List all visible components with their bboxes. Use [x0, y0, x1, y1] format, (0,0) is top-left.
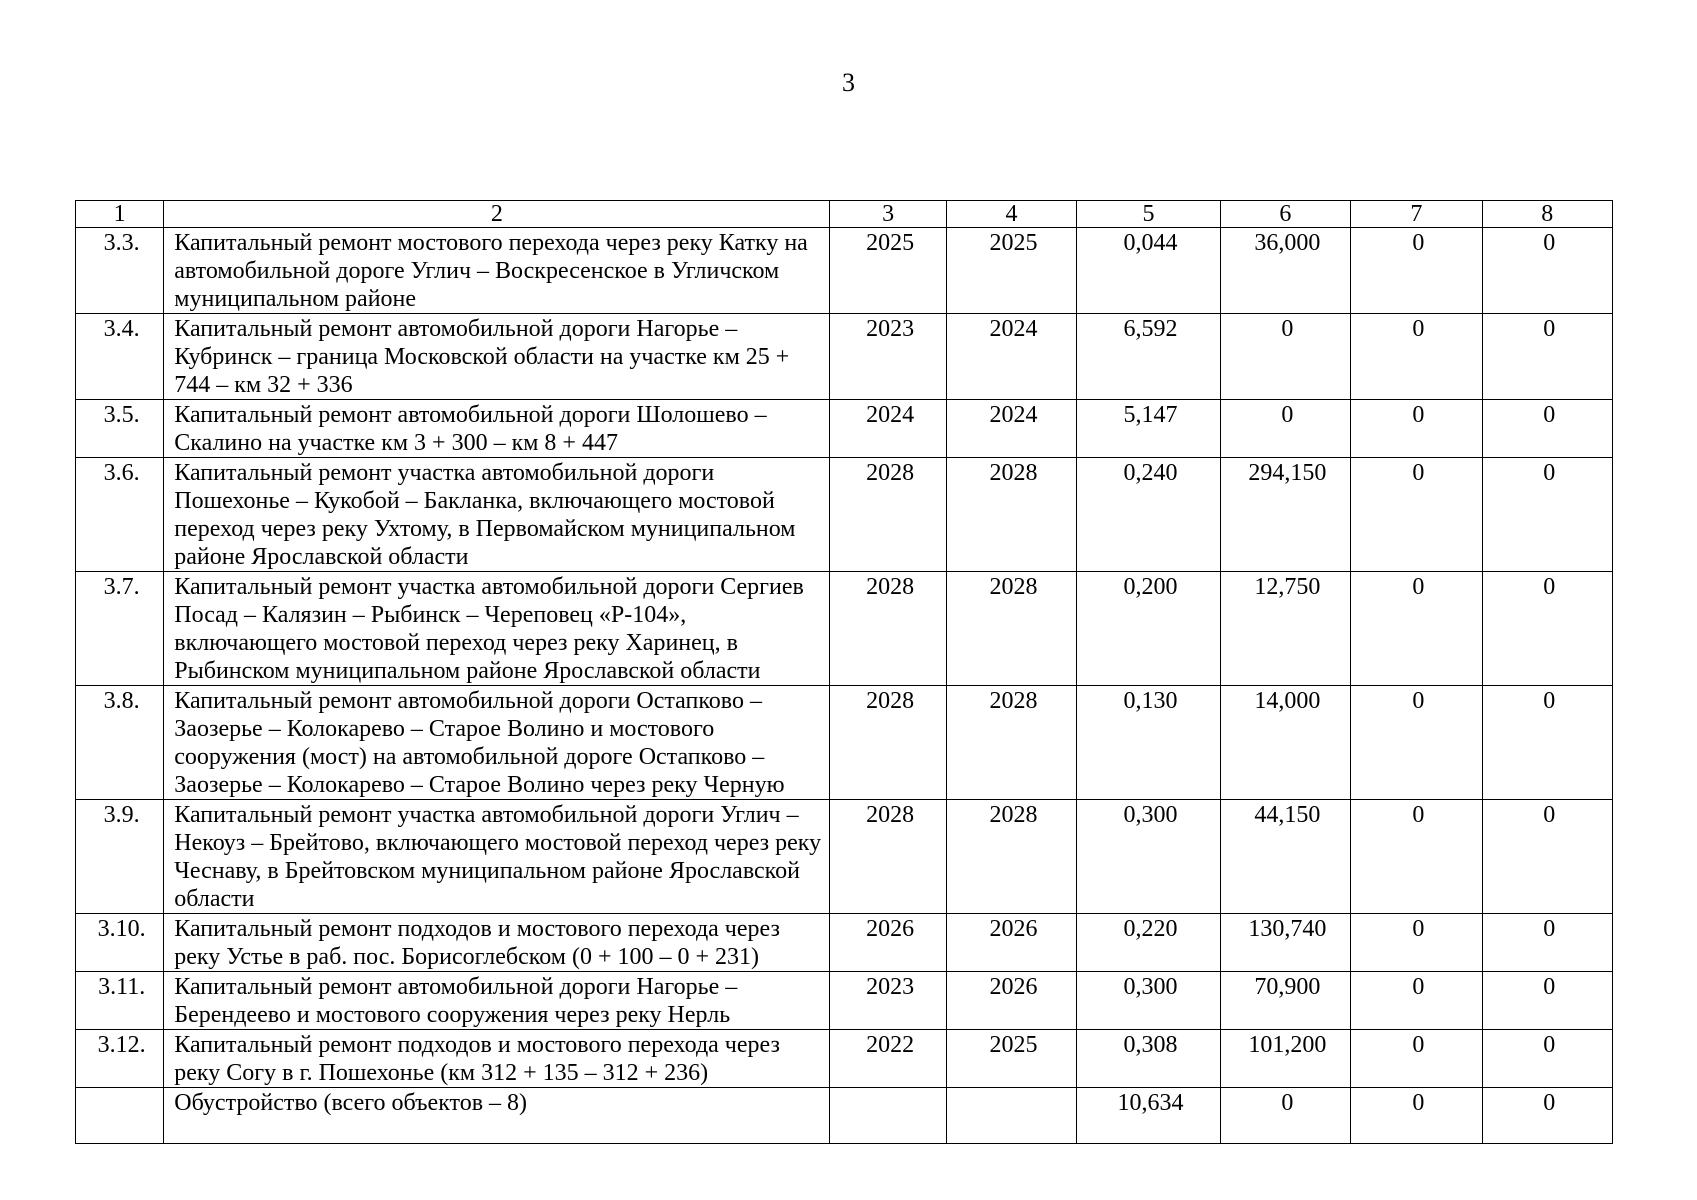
cell-col7: 0 [1351, 228, 1482, 314]
cell-col4 [946, 1088, 1076, 1144]
cell-col7: 0 [1351, 400, 1482, 458]
object-name: Обустройство (всего объектов – 8) [164, 1088, 830, 1144]
column-header: 7 [1351, 201, 1482, 228]
cell-col8: 0 [1482, 228, 1612, 314]
cell-col7: 0 [1351, 314, 1482, 400]
table-row-summary [76, 1088, 1613, 1144]
table-row [76, 228, 1613, 314]
cell-col4: 2028 [946, 800, 1076, 914]
cell-col3: 2026 [830, 914, 946, 972]
cell-col8: 0 [1482, 458, 1612, 572]
cell-col5: 0,130 [1077, 686, 1220, 800]
cell-col5: 10,634 [1077, 1088, 1220, 1144]
cell-col8: 0 [1482, 572, 1612, 686]
cell-col6: 0 [1220, 400, 1350, 458]
object-name: Капитальный ремонт участка автомобильной дороги Пошехонье – Кукобой – Бакланка, включающего мостовой переход через реку Ухтому, в Первомайском муниципальном районе Ярославской области [164, 458, 830, 572]
cell-col8: 0 [1482, 914, 1612, 972]
table-row [76, 400, 1613, 458]
cell-col3: 2028 [830, 800, 946, 914]
cell-col5: 0,300 [1077, 800, 1220, 914]
row-number [76, 1088, 164, 1144]
cell-col3: 2028 [830, 572, 946, 686]
cell-col3: 2028 [830, 686, 946, 800]
object-name: Капитальный ремонт подходов и мостового перехода через реку Устье в раб. пос. Борисоглебском (0 + 100 – 0 + 231) [164, 914, 830, 972]
cell-col5: 0,220 [1077, 914, 1220, 972]
cell-col8: 0 [1482, 1030, 1612, 1088]
object-name: Капитальный ремонт автомобильной дороги Нагорье – Берендеево и мостового сооружения через реку Нерль [164, 972, 830, 1030]
object-name: Капитальный ремонт мостового перехода через реку Катку на автомобильной дороге Углич – Воскресенское в Угличском муниципальном районе [164, 228, 830, 314]
data-table [75, 200, 1613, 1144]
row-number: 3.3. [76, 228, 164, 314]
object-name: Капитальный ремонт автомобильной дороги Остапково – Заозерье – Колокарево – Старое Волино и мостового сооружения (мост) на автомобильной дороге Остапково – Заозерье – Колокарево – Старое Волино через реку Черную [164, 686, 830, 800]
cell-col4: 2028 [946, 572, 1076, 686]
cell-col6: 44,150 [1220, 800, 1350, 914]
table-row [76, 800, 1613, 914]
column-header: 1 [76, 201, 164, 228]
cell-col7: 0 [1351, 458, 1482, 572]
table-row [76, 914, 1613, 972]
cell-col6: 70,900 [1220, 972, 1350, 1030]
table-row [76, 572, 1613, 686]
cell-col7: 0 [1351, 1030, 1482, 1088]
cell-col3: 2028 [830, 458, 946, 572]
column-header: 4 [946, 201, 1076, 228]
cell-col4: 2024 [946, 400, 1076, 458]
object-name: Капитальный ремонт автомобильной дороги Нагорье – Кубринск – граница Московской области на участке км 25 + 744 – км 32 + 336 [164, 314, 830, 400]
column-header: 3 [830, 201, 946, 228]
cell-col6: 0 [1220, 314, 1350, 400]
column-header: 2 [164, 201, 830, 228]
page-number: 3 [842, 68, 855, 97]
table-row [76, 458, 1613, 572]
row-number: 3.12. [76, 1030, 164, 1088]
cell-col8: 0 [1482, 314, 1612, 400]
cell-col3 [830, 1088, 946, 1144]
row-number: 3.5. [76, 400, 164, 458]
row-number: 3.8. [76, 686, 164, 800]
cell-col8: 0 [1482, 686, 1612, 800]
cell-col5: 0,200 [1077, 572, 1220, 686]
cell-col4: 2025 [946, 228, 1076, 314]
cell-col5: 0,044 [1077, 228, 1220, 314]
table-row [76, 314, 1613, 400]
cell-col7: 0 [1351, 1088, 1482, 1144]
cell-col7: 0 [1351, 914, 1482, 972]
cell-col4: 2025 [946, 1030, 1076, 1088]
table-row [76, 972, 1613, 1030]
cell-col8: 0 [1482, 972, 1612, 1030]
column-header: 5 [1077, 201, 1220, 228]
object-name: Капитальный ремонт автомобильной дороги Шолошево – Скалино на участке км 3 + 300 – км 8 + 447 [164, 400, 830, 458]
cell-col5: 0,300 [1077, 972, 1220, 1030]
cell-col3: 2022 [830, 1030, 946, 1088]
cell-col3: 2024 [830, 400, 946, 458]
cell-col5: 5,147 [1077, 400, 1220, 458]
cell-col4: 2024 [946, 314, 1076, 400]
cell-col3: 2025 [830, 228, 946, 314]
cell-col6: 294,150 [1220, 458, 1350, 572]
row-number: 3.4. [76, 314, 164, 400]
cell-col8: 0 [1482, 800, 1612, 914]
cell-col6: 0 [1220, 1088, 1350, 1144]
cell-col5: 6,592 [1077, 314, 1220, 400]
cell-col6: 101,200 [1220, 1030, 1350, 1088]
object-name: Капитальный ремонт участка автомобильной дороги Углич – Некоуз – Брейтово, включающего мостовой переход через реку Чеснаву, в Брейтовском муниципальном районе Ярославской области [164, 800, 830, 914]
cell-col7: 0 [1351, 686, 1482, 800]
column-header: 8 [1482, 201, 1612, 228]
cell-col4: 2028 [946, 686, 1076, 800]
cell-col4: 2028 [946, 458, 1076, 572]
row-number: 3.6. [76, 458, 164, 572]
cell-col6: 130,740 [1220, 914, 1350, 972]
cell-col4: 2026 [946, 972, 1076, 1030]
cell-col3: 2023 [830, 314, 946, 400]
table-row [76, 1030, 1613, 1088]
cell-col5: 0,240 [1077, 458, 1220, 572]
row-number: 3.10. [76, 914, 164, 972]
table-row [76, 686, 1613, 800]
cell-col7: 0 [1351, 972, 1482, 1030]
cell-col6: 36,000 [1220, 228, 1350, 314]
cell-col7: 0 [1351, 572, 1482, 686]
row-number: 3.11. [76, 972, 164, 1030]
cell-col8: 0 [1482, 1088, 1612, 1144]
row-number: 3.9. [76, 800, 164, 914]
row-number: 3.7. [76, 572, 164, 686]
table-header-row [76, 201, 1613, 228]
column-header: 6 [1220, 201, 1350, 228]
cell-col4: 2026 [946, 914, 1076, 972]
cell-col3: 2023 [830, 972, 946, 1030]
object-name: Капитальный ремонт подходов и мостового перехода через реку Согу в г. Пошехонье (км 312 + 135 – 312 + 236) [164, 1030, 830, 1088]
cell-col8: 0 [1482, 400, 1612, 458]
cell-col6: 14,000 [1220, 686, 1350, 800]
cell-col6: 12,750 [1220, 572, 1350, 686]
cell-col5: 0,308 [1077, 1030, 1220, 1088]
cell-col7: 0 [1351, 800, 1482, 914]
object-name: Капитальный ремонт участка автомобильной дороги Сергиев Посад – Калязин – Рыбинск – Череповец «Р-104», включающего мостовой переход через реку Харинец, в Рыбинском муниципальном районе Ярославской области [164, 572, 830, 686]
